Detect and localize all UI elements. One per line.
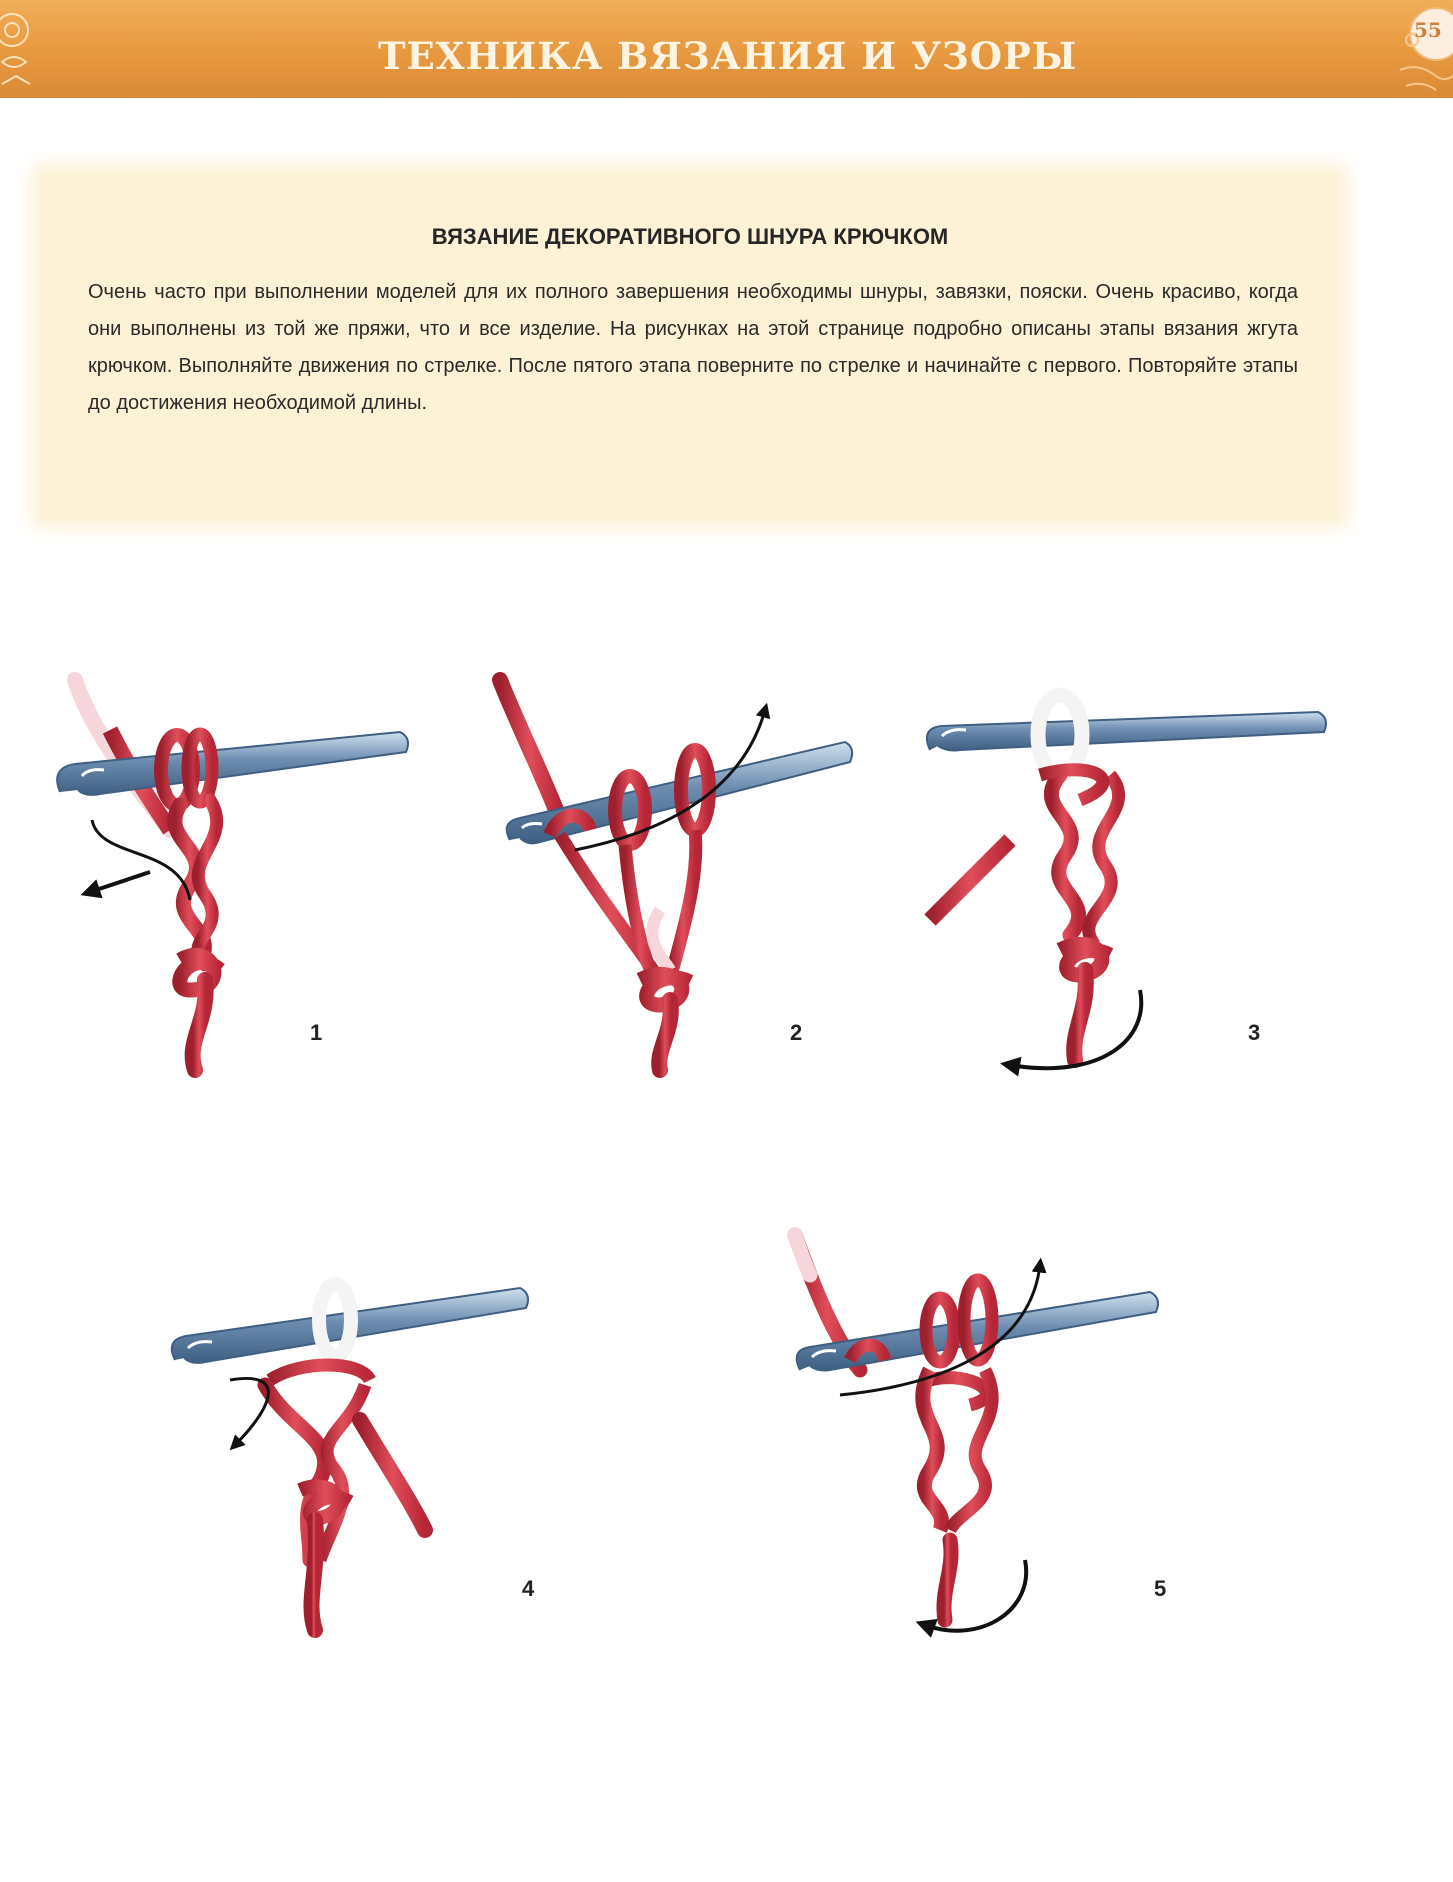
page-header — [0, 0, 1453, 98]
step-number: 5 — [1154, 1576, 1167, 1601]
step-2-illustration — [490, 660, 890, 1090]
step-number: 2 — [790, 1020, 803, 1045]
corner-ornament-icon — [0, 0, 52, 98]
page-number: 55 — [1414, 18, 1442, 42]
step-4-illustration — [160, 1270, 560, 1670]
section-title: ВЯЗАНИЕ ДЕКОРАТИВНОГО ШНУРА КРЮЧКОМ — [431, 224, 949, 249]
step-1-drawing — [40, 660, 420, 1090]
step-2-drawing — [490, 660, 890, 1090]
step-5-illustration — [780, 1220, 1220, 1650]
intro-paragraph: Очень часто при выполнении моделей для их полного завершения необходимы шнуры, завязки, пояски. Очень красиво, когда они выполнены из той же пряжи, что и все изделие. На рисунках на этой странице подробно описаны этапы вязания жгута крючком. Выполняйте движения по стрелке. После пятого этапа поверните по стрелке и начинайте с первого. Повторяйте этапы до достижения необходимой длины. — [88, 281, 1298, 414]
page-badge-ornament-icon — [1392, 0, 1453, 98]
step-3-illustration — [910, 680, 1350, 1090]
step-number: 1 — [310, 1020, 323, 1045]
step-4-drawing — [160, 1270, 560, 1670]
step-number: 4 — [522, 1576, 535, 1601]
intro-panel — [42, 174, 1338, 518]
step-1-illustration — [40, 660, 420, 1090]
page-title: ТЕХНИКА ВЯЗАНИЯ И УЗОРЫ — [378, 34, 1078, 78]
step-3-drawing — [910, 680, 1350, 1090]
step-number: 3 — [1248, 1020, 1261, 1045]
